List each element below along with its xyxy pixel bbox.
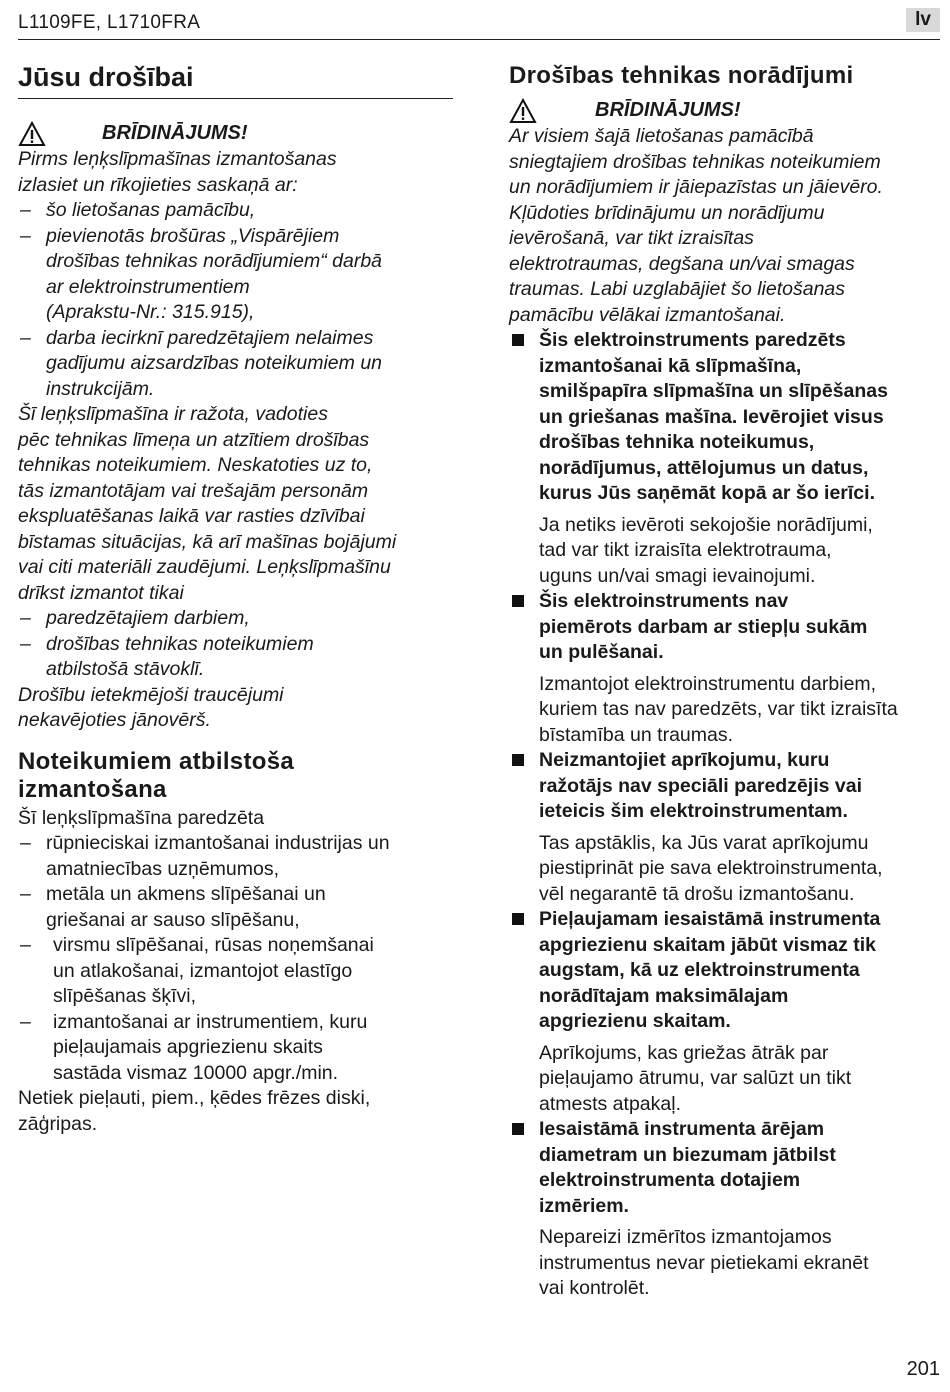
warning-triangle-icon xyxy=(509,98,537,124)
list-item xyxy=(18,198,453,224)
bullet-heading xyxy=(509,1117,941,1219)
text-line: virsmu slīpēšanai, rūsas noņemšanai xyxy=(53,934,374,956)
dash-marker: – xyxy=(20,934,31,956)
warning-title: BRĪDINĀJUMS! xyxy=(102,122,248,145)
text-line: piestiprināt pie sava elektroinstrumenta, xyxy=(539,857,883,879)
title-line: Noteikumiem atbilstoša xyxy=(18,747,295,775)
dash-marker: – xyxy=(20,883,31,905)
right-column xyxy=(509,60,941,1302)
text-line: nekavējoties jānovērš. xyxy=(18,709,211,731)
section-title-safety: Jūsu drošībai xyxy=(18,60,453,99)
warning-triangle-icon xyxy=(18,121,46,147)
text-line: ekspluatēšanas laikā var rasties dzīvībai xyxy=(18,505,365,527)
text-line: elektroinstrumenta dotajiem xyxy=(539,1169,801,1191)
faults-paragraph xyxy=(18,683,453,734)
text-line: drošības tehnikas noteikumiem xyxy=(46,632,314,655)
text-line: elektrotraumas, degšana un/vai smagas xyxy=(509,252,855,275)
section-title-safety-instructions: Drošības tehnikas norādījumi xyxy=(509,62,854,89)
square-bullet-icon xyxy=(512,595,524,607)
text-line: Drošību ietekmējoši traucējumi xyxy=(18,683,284,706)
text-line: Izmantojot elektroinstrumentu darbiem, xyxy=(539,672,877,695)
warning-title: BRĪDINĀJUMS! xyxy=(595,99,741,122)
text-line: drošības tehnika noteikumus, xyxy=(539,431,815,453)
text-line: pēc tehnikas līmeņa un atzītiem drošības xyxy=(18,428,370,451)
list-item xyxy=(18,933,453,1010)
bullet-heading xyxy=(509,328,941,507)
model-header: L1109FE, L1710FRA xyxy=(18,12,201,33)
text-line: diametram un biezumam jātbilst xyxy=(539,1143,836,1166)
text-line: rūpnieciskai izmantošanai industrijas un xyxy=(46,832,390,854)
text-line: pieļaujamo ātrumu, var salūzt un tikt xyxy=(539,1067,852,1089)
text-line: norādījumus, attēlojumus un datus, xyxy=(539,456,869,479)
text-line: Kļūdoties brīdinājumu un norādījumu xyxy=(509,201,825,224)
text-line: kuriem tas nav paredzēts, var tikt izraisīta xyxy=(539,698,898,720)
text-line: vai kontrolēt. xyxy=(539,1277,650,1299)
text-line: griešanai ar sauso slīpēšanu, xyxy=(46,908,300,931)
list-item xyxy=(18,632,453,683)
text-line: bīstamas situācijas, kā arī mašīnas bojājumi xyxy=(18,530,397,553)
text-line: un norādījumiem ir jāiepazīstas un jāievēro. xyxy=(509,176,883,198)
intended-use-paragraph xyxy=(18,402,453,606)
text-line: darba iecirknī paredzētajiem nelaimes xyxy=(46,326,374,349)
text-line: pievienotās brošūras „Vispārējiem xyxy=(46,224,340,247)
text-line: piemērots darbam ar stiepļu sukām xyxy=(539,615,868,638)
section-title-intended-use xyxy=(18,748,453,804)
left-column xyxy=(18,60,453,1137)
text-line: sniegtajiem drošības tehnikas noteikumiem xyxy=(509,150,881,173)
text-line: Ar visiem šajā lietošanas pamācībā xyxy=(509,125,814,147)
text-line: Nepareizi izmērītos izmantojamos xyxy=(539,1226,832,1248)
intended-use-list xyxy=(18,831,453,1086)
text-line: Tas apstāklis, ka Jūs varat aprīkojumu xyxy=(539,831,869,854)
bullet-explanation xyxy=(509,1041,941,1118)
text-line: instrukcijām. xyxy=(46,377,155,400)
list-item xyxy=(18,606,453,632)
list-item xyxy=(18,1010,453,1087)
warning-intro xyxy=(18,147,453,198)
square-bullet-icon xyxy=(512,754,524,766)
text-line: drīkst izmantot tikai xyxy=(18,581,184,604)
page-number: 201 xyxy=(906,1358,940,1380)
text-line: izlasiet un rīkojieties saskaņā ar: xyxy=(18,173,298,196)
list-item xyxy=(18,326,453,403)
list-item xyxy=(18,882,453,933)
square-bullet-icon xyxy=(512,1123,524,1135)
bullet-explanation xyxy=(509,672,941,749)
text-line: instrumentus nevar pietiekami ekranēt xyxy=(539,1251,869,1274)
text-line: Pieļaujamam iesaistāmā instrumenta xyxy=(539,908,881,930)
text-line: Pirms leņķslīpmašīnas izmantošanas xyxy=(18,148,337,170)
text-line: Šis elektroinstruments paredzēts xyxy=(539,329,846,351)
text-line: norādītajam maksimālajam xyxy=(539,984,789,1007)
text-line: paredzētajiem darbiem, xyxy=(46,607,250,629)
bullet-heading xyxy=(509,589,941,666)
text-line: vai citi materiāli zaudējumi. Leņķslīpmašīnu xyxy=(18,556,391,578)
text-line: Šī leņķslīpmašīna ir ražota, vadoties xyxy=(18,403,328,425)
bullet-explanation xyxy=(509,831,941,908)
text-line: un griešanas mašīna. Ievērojiet visus xyxy=(539,405,884,428)
text-line: Iesaistāmā instrumenta ārējam xyxy=(539,1118,825,1140)
safety-bullet-list xyxy=(509,328,941,1302)
text-line: izmēriem. xyxy=(539,1194,629,1217)
text-line: metāla un akmens slīpēšanai un xyxy=(46,883,326,905)
text-line: un pulēšanai. xyxy=(539,641,664,663)
text-line: ieteicis šim elektroinstrumentam. xyxy=(539,800,848,822)
text-line: tad var tikt izraisīta elektrotrauma, xyxy=(539,539,832,561)
text-line: Šis elektroinstruments nav xyxy=(539,590,789,612)
text-line: (Aprakstu-Nr.: 315.915), xyxy=(46,301,255,323)
text-line: atbilstošā stāvoklī. xyxy=(46,658,205,680)
text-line: pieļaujamais apgriezienu skaits xyxy=(53,1036,323,1058)
text-line: atmests atpakaļ. xyxy=(539,1092,681,1115)
dash-marker: – xyxy=(20,224,31,247)
warning-heading xyxy=(509,98,941,124)
not-permitted-paragraph xyxy=(18,1086,453,1137)
text-line: Ja netiks ievēroti sekojošie norādījumi, xyxy=(539,513,873,536)
warning-heading xyxy=(18,121,453,147)
text-line: pamācību vēlākai izmantošanai. xyxy=(509,303,786,326)
text-line: Netiek pieļauti, piem., ķēdes frēzes diski, xyxy=(18,1087,371,1109)
text-line: gadījumu aizsardzības noteikumiem un xyxy=(46,352,383,374)
text-line: apgriezienu skaitam. xyxy=(539,1010,731,1032)
square-bullet-icon xyxy=(512,334,524,346)
text-line: kurus Jūs saņēmāt kopā ar šo ierīci. xyxy=(539,482,875,504)
warning-text xyxy=(509,124,941,328)
bullet-explanation xyxy=(509,1225,941,1302)
text-line: vēl negarantē tā drošu izmantošanu. xyxy=(539,882,855,905)
text-line: slīpēšanas šķīvi, xyxy=(53,985,197,1007)
dash-marker: – xyxy=(20,607,31,629)
dash-marker: – xyxy=(20,1010,31,1033)
required-reading-list xyxy=(18,198,453,402)
dash-marker: – xyxy=(20,199,31,221)
text-line: un atlakošanai, izmantojot elastīgo xyxy=(53,959,353,982)
text-line: ar elektroinstrumentiem xyxy=(46,275,250,298)
text-line: amatniecības uzņēmumos, xyxy=(46,857,280,880)
text-line: izmantošanai kā slīpmašīna, xyxy=(539,354,802,377)
text-line: apgriezienu skaitam jābūt vismaz tik xyxy=(539,933,877,956)
text-line: smilšpapīra slīpmašīna un slīpēšanas xyxy=(539,380,888,402)
bullet-heading xyxy=(509,748,941,825)
text-line: izmantošanai ar instrumentiem, kuru xyxy=(53,1010,368,1033)
text-line: šo lietošanas pamācību, xyxy=(46,199,256,221)
text-line: uguns un/vai smagi ievainojumi. xyxy=(539,564,816,587)
language-badge: lv xyxy=(906,8,940,32)
text-line: zāģripas. xyxy=(18,1112,98,1135)
square-bullet-icon xyxy=(512,913,524,925)
list-item xyxy=(18,224,453,326)
text-line: augstam, kā uz elektroinstrumenta xyxy=(539,959,860,981)
text-line: ievērošanā, var tikt izraisītas xyxy=(509,227,754,249)
text-line: drošības tehnikas norādījumiem“ darbā xyxy=(46,250,383,272)
title-line: izmantošana xyxy=(18,775,167,803)
permitted-use-list xyxy=(18,606,453,683)
list-item xyxy=(18,831,453,882)
section-intro: Šī leņķslīpmašīna paredzēta xyxy=(18,806,265,829)
text-line: ražotājs nav speciāli paredzējis vai xyxy=(539,774,862,797)
dash-marker: – xyxy=(20,832,31,854)
text-line: tās izmantotājam vai trešajām personām xyxy=(18,479,369,502)
text-line: sastāda vismaz 10000 apgr./min. xyxy=(53,1061,339,1084)
dash-marker: – xyxy=(20,632,31,655)
header-divider xyxy=(18,39,940,40)
bullet-explanation xyxy=(509,513,941,590)
text-line: tehnikas noteikumiem. Neskatoties uz to, xyxy=(18,454,373,476)
text-line: Aprīkojums, kas griežas ātrāk par xyxy=(539,1041,829,1064)
text-line: traumas. Labi uzglabājiet šo lietošanas xyxy=(509,278,846,300)
bullet-heading xyxy=(509,907,941,1035)
text-line: bīstamība un traumas. xyxy=(539,723,734,746)
dash-marker: – xyxy=(20,326,31,349)
text-line: Neizmantojiet aprīkojumu, kuru xyxy=(539,749,830,771)
